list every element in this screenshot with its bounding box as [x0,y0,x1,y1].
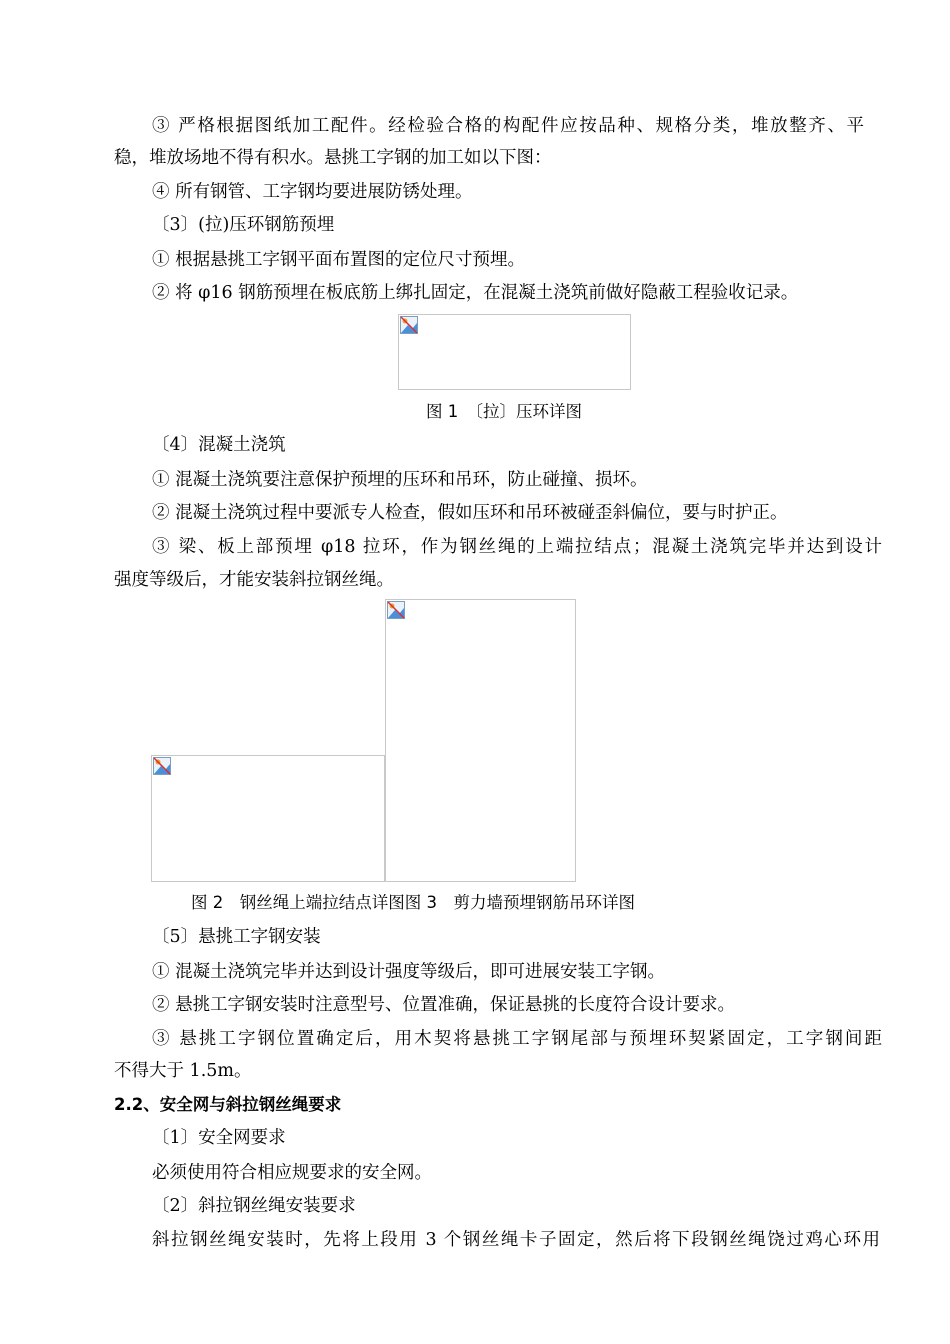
broken-image-icon [399,315,419,335]
paragraph-line: 不得大于 1.5m。 [114,1061,252,1081]
figure-caption: 图 1 〔拉〕压环详图 [426,402,582,421]
section-heading: 〔1〕安全网要求 [152,1128,286,1148]
figure-2-image [151,755,385,882]
section-heading: 〔3〕(拉)压环钢筋预埋 [152,215,335,235]
figure-caption: 图 2 钢丝绳上端拉结点详图图 3 剪力墙预埋钢筋吊环详图 [191,893,635,912]
figure-1-image [398,314,631,390]
section-title: 2.2、安全网与斜拉钢丝绳要求 [114,1095,342,1114]
paragraph-line: 斜拉钢丝绳安装时，先将上段用 3 个钢丝绳卡子固定，然后将下段钢丝绳饶过鸡心环用 [152,1230,880,1250]
paragraph: ① 混凝土浇筑要注意保护预埋的压环和吊环，防止碰撞、损坏。 [152,470,648,490]
paragraph: 必须使用符合相应规要求的安全网。 [152,1163,432,1183]
section-heading: 〔5〕悬挑工字钢安装 [152,927,321,947]
paragraph-line: 强度等级后，才能安装斜拉钢丝绳。 [114,570,394,590]
paragraph-line: ③ 梁、板上部预埋 φ18 拉环，作为钢丝绳的上端拉结点；混凝土浇筑完毕并达到设计 [152,537,882,557]
section-heading: 〔4〕混凝土浇筑 [152,435,286,455]
paragraph: ① 混凝土浇筑完毕并达到设计强度等级后，即可进展安装工字钢。 [152,962,666,982]
broken-image-icon [152,756,172,776]
figure-3-image [385,599,576,882]
section-heading: 〔2〕斜拉钢丝绳安装要求 [152,1196,356,1216]
paragraph-line: ③ 悬挑工字钢位置确定后，用木契将悬挑工字钢尾部与预埋环契紧固定，工字钢间距 [152,1029,882,1049]
paragraph-line: 稳，堆放场地不得有积水。悬挑工字钢的加工如以下图： [114,148,552,168]
paragraph-line: ③ 严格根据图纸加工配件。经检验合格的构配件应按品种、规格分类，堆放整齐、平 [152,116,864,136]
paragraph: ② 混凝土浇筑过程中要派专人检查，假如压环和吊环被碰歪斜偏位，要与时护正。 [152,503,788,523]
paragraph: ④ 所有钢管、工字钢均要进展防锈处理。 [152,182,473,202]
paragraph: ② 将 φ16 钢筋预埋在板底筋上绑扎固定，在混凝土浇筑前做好隐蔽工程验收记录。 [152,283,799,303]
paragraph: ① 根据悬挑工字钢平面布置图的定位尺寸预埋。 [152,250,526,270]
broken-image-icon [386,600,406,620]
paragraph: ② 悬挑工字钢安装时注意型号、位置准确，保证悬挑的长度符合设计要求。 [152,995,736,1015]
